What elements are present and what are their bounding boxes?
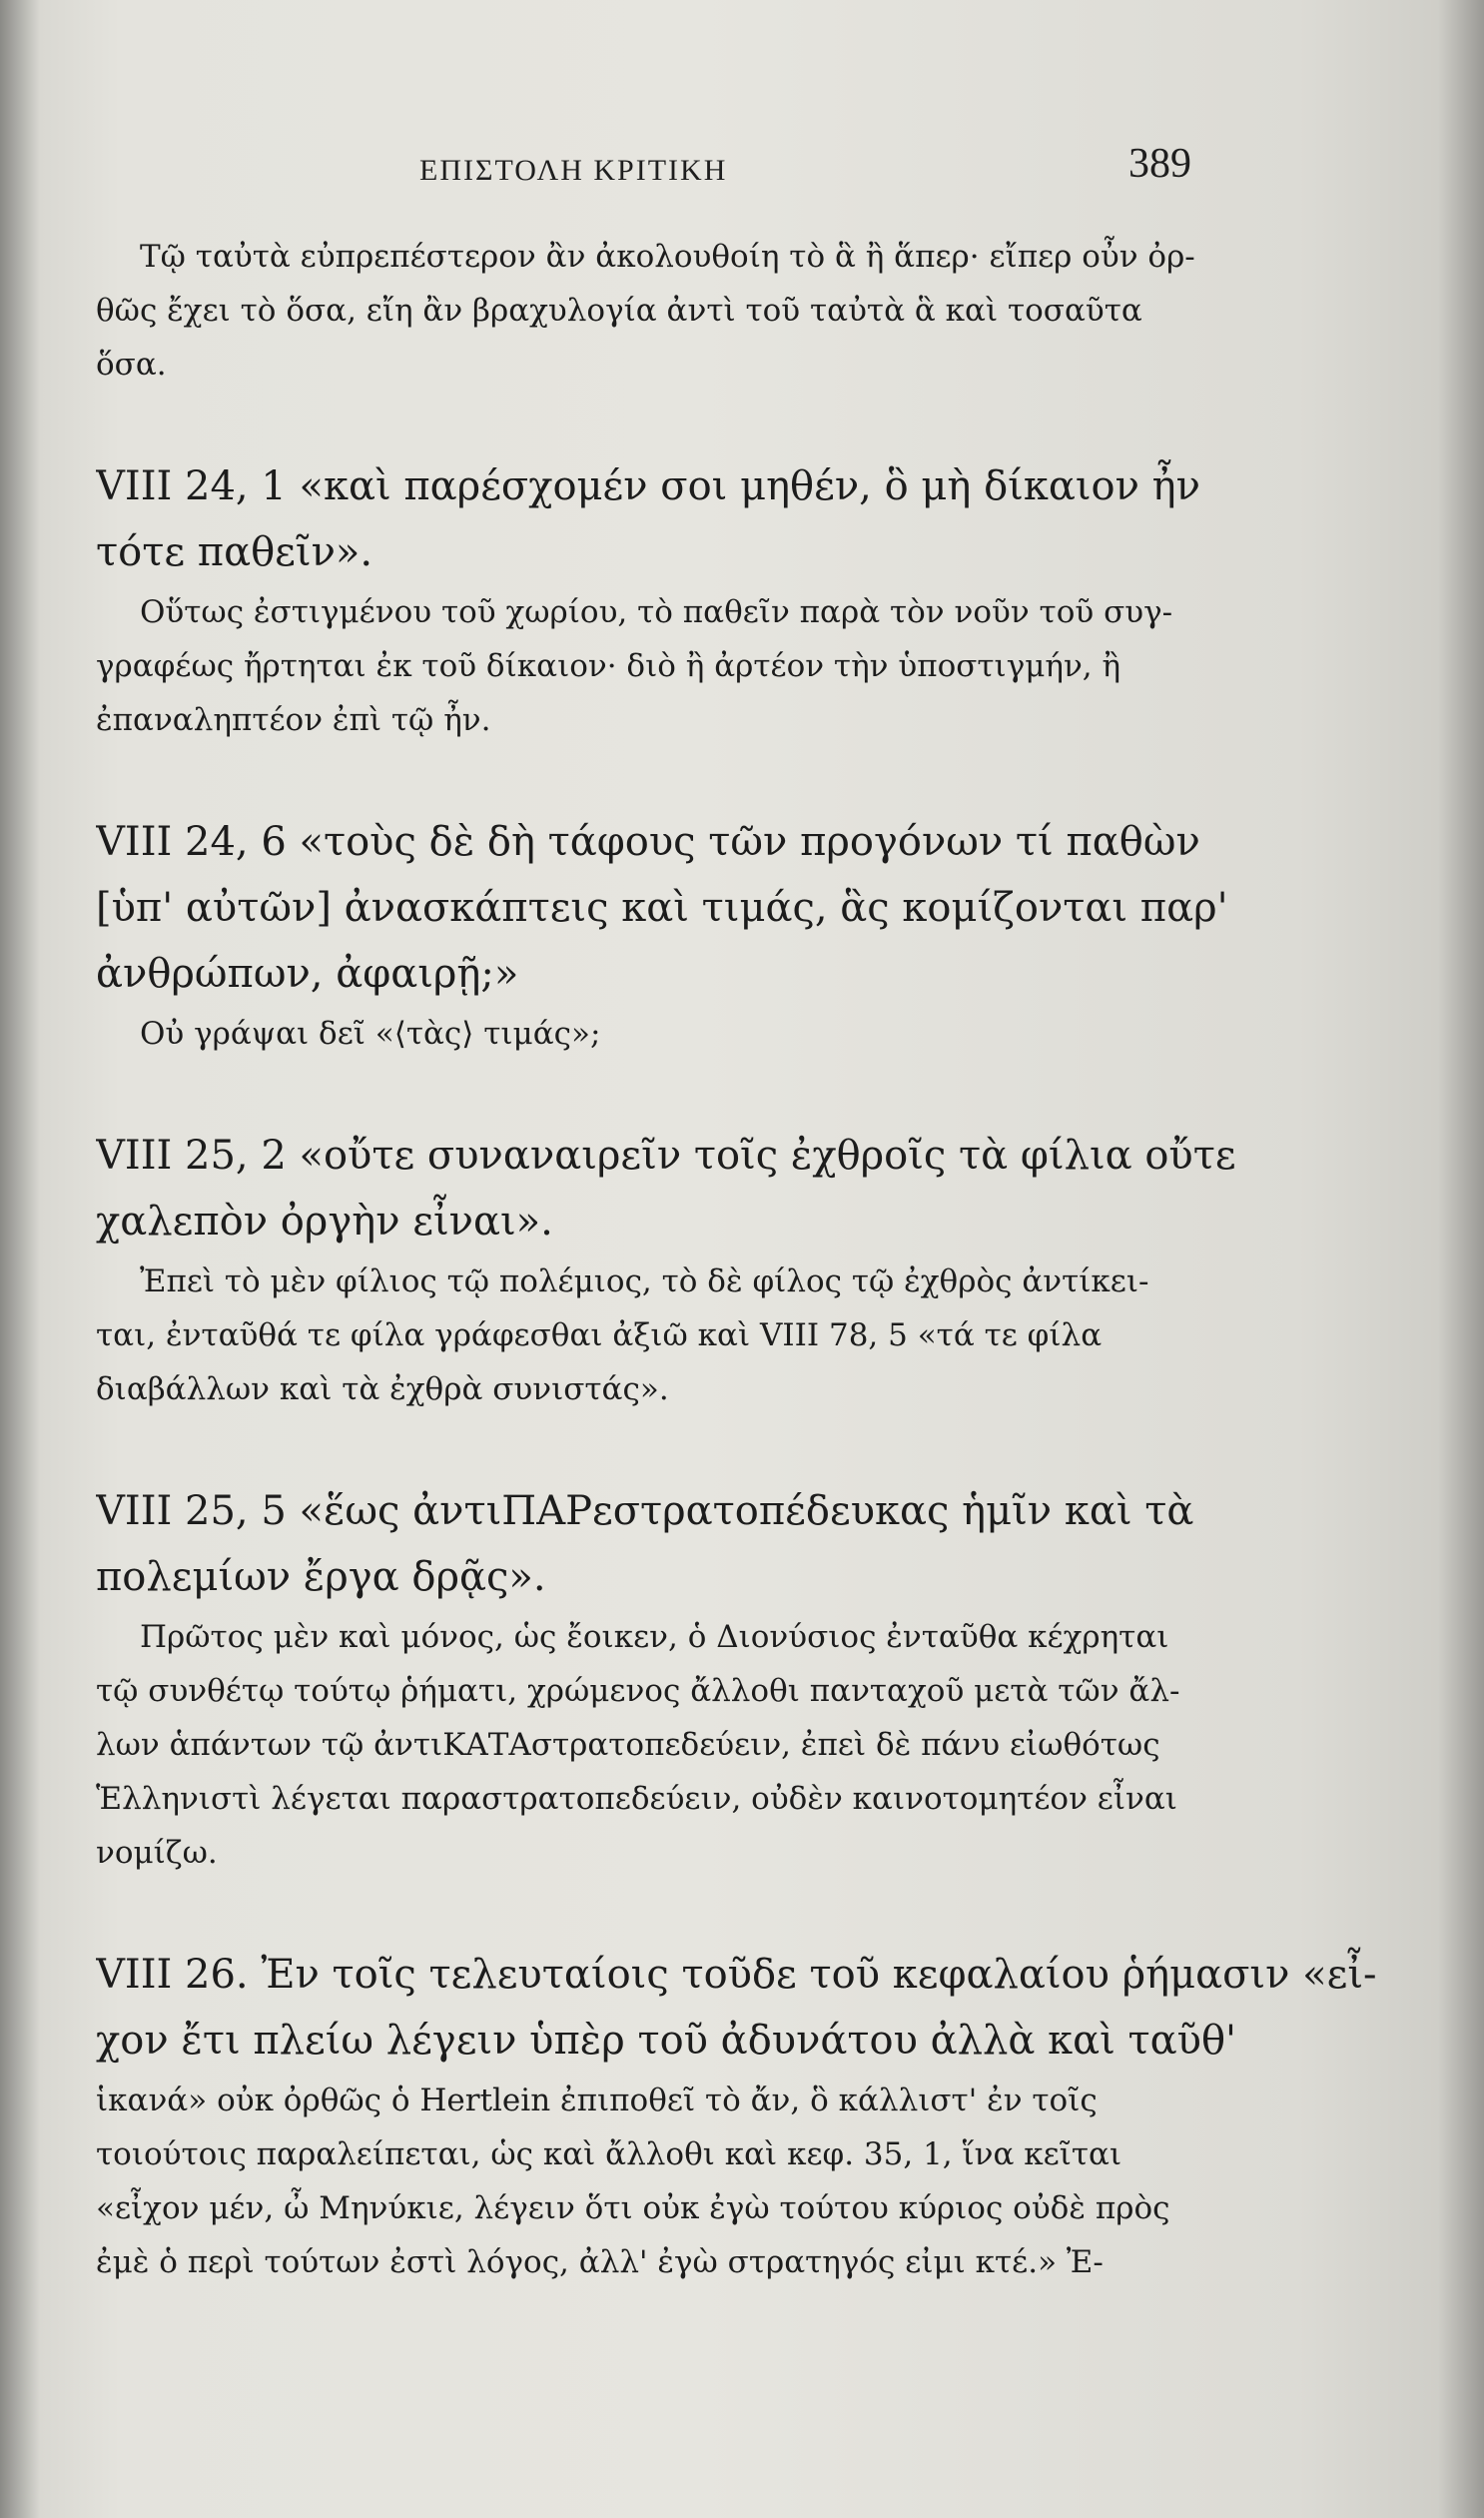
lemma-line: VIII 24, 6 «τοὺς δὲ δὴ τάφους τῶν προγόνων τί παθὼν [96, 819, 1200, 865]
commentary-entry [96, 1123, 1414, 1416]
text-line: νομίζω. [96, 1835, 218, 1871]
text-line: Ἐπεὶ τὸ μὲν φίλιος τῷ πολέμιος, τὸ δὲ φίλος τῷ ἐχθρὸς ἀντίκει- [140, 1263, 1149, 1299]
text-line: Τῷ ταὐτὰ εὐπρεπέστερον ἂν ἀκολουθοίη τὸ ἃ ἢ ἅπερ· εἴπερ οὖν ὀρ- [140, 239, 1195, 275]
text-line: διαβάλλων καὶ τὰ ἐχθρὰ συνιστάς». [96, 1371, 669, 1407]
lemma-line: VIII 25, 5 «ἕως ἀντιΠΑΡεστρατοπέδευκας ἡμῖν καὶ τὰ [96, 1488, 1194, 1534]
text-line: λων ἁπάντων τῷ ἀντιΚΑΤΑστρατοπεδεύειν, ἐπεὶ δὲ πάνυ εἰωθότως [96, 1727, 1160, 1763]
lemma-line: [ὑπ' αὐτῶν] ἀνασκάπτεις καὶ τιμάς, ἃς κομίζονται παρ' [96, 885, 1228, 931]
lemma-line: ἀνθρώπων, ἀφαιρῇ;» [96, 951, 519, 997]
text-line: Οὐ γράψαι δεῖ «⟨τὰς⟩ τιμάς»; [140, 1016, 601, 1052]
page-header [0, 140, 1484, 200]
text-line: τοιούτοις παραλείπεται, ὡς καὶ ἄλλοθι καὶ κεφ. 35, 1, ἵνα κεῖται [96, 2136, 1122, 2172]
text-line: «εἶχον μέν, ὦ Μηνύκιε, λέγειν ὅτι οὐκ ἐγὼ τούτου κύριος οὐδὲ πρὸς [96, 2190, 1170, 2226]
text-line: ἱκανά» οὐκ ὀρθῶς ὁ Hertlein ἐπιποθεῖ τὸ ἄν, ὃ κάλλιστ' ἐν τοῖς [96, 2083, 1098, 2118]
running-title: ΕΠΙΣΤΟΛΗ ΚΡΙΤΙΚΗ [419, 154, 728, 187]
text-line: ἐπαναληπτέον ἐπὶ τῷ ἦν. [96, 702, 491, 738]
commentary-entry [96, 453, 1414, 747]
text-line: γραφέως ἤρτηται ἐκ τοῦ δίκαιον· διὸ ἢ ἀρτέον τὴν ὑποστιγμήν, ἢ [96, 648, 1121, 684]
page-number: 389 [1128, 141, 1191, 187]
commentary-entry [96, 1478, 1414, 1880]
lemma-line: πολεμίων ἔργα δρᾷς». [96, 1554, 546, 1600]
lemma-line: χον ἔτι πλείω λέγειν ὑπὲρ τοῦ ἀδυνάτου ἀλλὰ καὶ ταῦθ' [96, 2018, 1237, 2064]
text-block [96, 230, 1414, 392]
text-line: ἐμὲ ὁ περὶ τούτων ἐστὶ λόγος, ἀλλ' ἐγὼ στρατηγός εἰμι κτέ.» Ἐ- [96, 2244, 1104, 2280]
text-line: Πρῶτος μὲν καὶ μόνος, ὡς ἔοικεν, ὁ Διονύσιος ἐνταῦθα κέχρηται [140, 1619, 1169, 1655]
lemma-line: VIII 25, 2 «οὔτε συναναιρεῖν τοῖς ἐχθροῖς τὰ φίλια οὔτε [96, 1133, 1236, 1179]
lemma-line: χαλεπὸν ὀργὴν εἶναι». [96, 1199, 553, 1245]
text-line: ὅσα. [96, 347, 167, 383]
lemma-line: VIII 24, 1 «καὶ παρέσχομέν σοι μηθέν, ὃ μὴ δίκαιον ἦν [96, 463, 1200, 509]
text-line: Οὕτως ἐστιγμένου τοῦ χωρίου, τὸ παθεῖν παρὰ τὸν νοῦν τοῦ συγ- [140, 594, 1173, 630]
page-body [96, 230, 1414, 2289]
lemma-line: VIII 26. Ἐν τοῖς τελευταίοις τοῦδε τοῦ κεφαλαίου ῥήμασιν «εἶ- [96, 1952, 1377, 1998]
text-line: τῷ συνθέτῳ τούτῳ ῥήματι, χρώμενος ἄλλοθι πανταχοῦ μετὰ τῶν ἄλ- [96, 1673, 1180, 1709]
commentary-entry [96, 809, 1414, 1061]
text-line: Ἑλληνιστὶ λέγεται παραστρατοπεδεύειν, οὐδὲν καινοτομητέον εἶναι [96, 1781, 1177, 1817]
commentary-entry [96, 1942, 1414, 2289]
lemma-line: τότε παθεῖν». [96, 529, 373, 575]
text-line: ται, ἐνταῦθά τε φίλα γράφεσθαι ἀξιῶ καὶ VIII 78, 5 «τά τε φίλα [96, 1317, 1103, 1353]
text-line: θῶς ἔχει τὸ ὅσα, εἴη ἂν βραχυλογία ἀντὶ τοῦ ταὐτὰ ἃ καὶ τοσαῦτα [96, 293, 1142, 329]
